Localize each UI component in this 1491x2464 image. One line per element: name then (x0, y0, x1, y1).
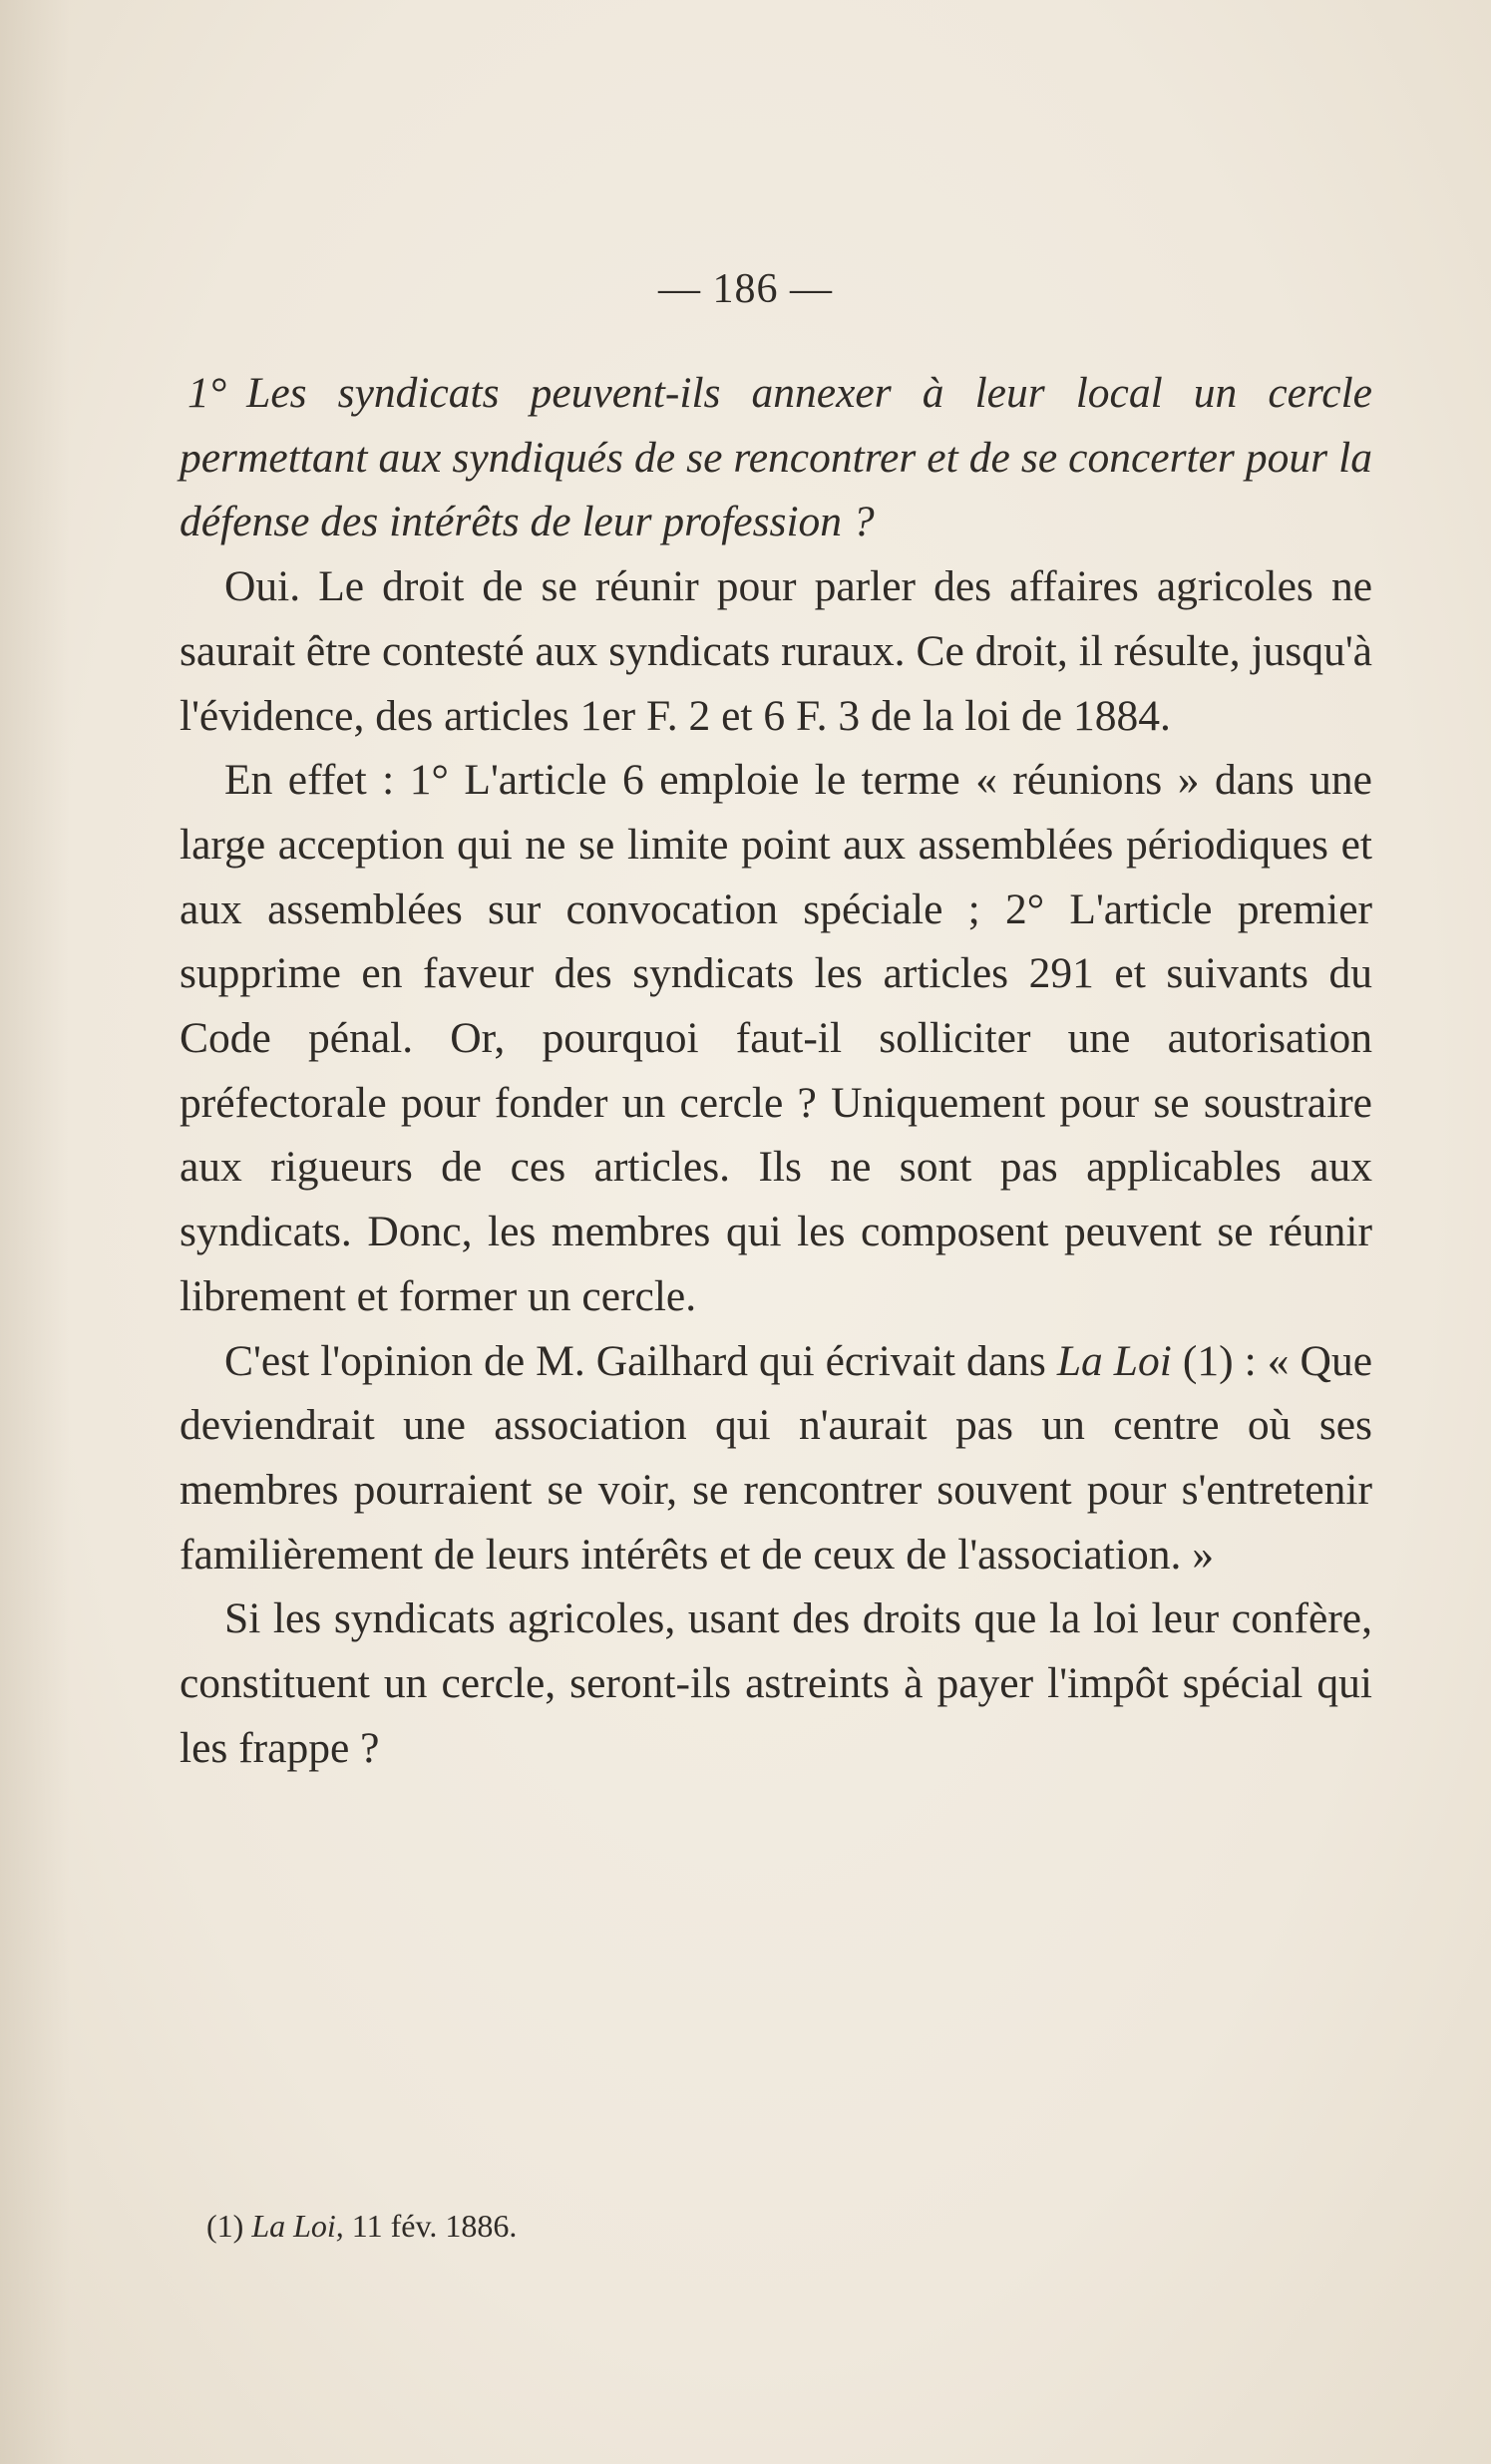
spine-shadow (0, 0, 70, 2464)
answer-paragraph: Oui. Le droit de se réunir pour parler des affaires agricoles ne saurait être contesté aux syndicats ruraux. Ce droit, il résulte, jusqu'à l'évidence, des articles 1er F. 2 et 6 F. 3 de la loi de 1884. (180, 562, 1372, 740)
argument-paragraph: En effet : 1° L'article 6 emploie le terme « réunions » dans une large acception qui ne se limite point aux assemblées périodiques et aux assemblées sur convocation spéciale ; 2° L'article premier supprime en faveur des syndicats les articles 291 et suivants du Code pénal. Or, pourquoi faut-il solliciter une autorisation préfectorale pour fonder un cercle ? Uniquement pour se soustraire aux rigueurs de ces articles. Ils ne sont pas applicables aux syndicats. Donc, les membres qui les composent peuvent se réunir librement et former un cercle. (180, 756, 1372, 1320)
question-number: 1° (187, 369, 227, 417)
journal-title: La Loi (1056, 1336, 1172, 1385)
closing-question-paragraph: Si les syndicats agricoles, usant des droits que la loi leur confère, constituent un cercle, seront-ils astreints à payer l'impôt spécial qui les frappe ? (180, 1594, 1372, 1772)
opinion-quote: : « Que deviendrait une association qui n'aurait pas un centre où ses membres pourraient se voir, se rencontrer souvent pour s'entretenir familièrement de leurs intérêts et de ceux de l'association. » (180, 1336, 1372, 1579)
opinion-lead: C'est l'opinion de M. Gailhard qui écrivait dans (224, 1336, 1046, 1385)
page-number: — 186 — (658, 266, 833, 312)
footnote-reference: (1) (1182, 1336, 1234, 1385)
footnote-source: La Loi, (251, 2208, 344, 2244)
footnote (206, 2204, 517, 2248)
question-text: Les syndicats peuvent-ils annexer à leur local un cercle permettant aux syndiqués de se rencontrer et de se concerter pour la défense des intérêts de leur profession ? (180, 369, 1372, 546)
question-paragraph (180, 361, 1372, 554)
opinion-paragraph (180, 1329, 1372, 1587)
footnote-date: 11 fév. 1886. (351, 2208, 518, 2244)
body-text (180, 361, 1372, 1780)
footnote-marker: (1) (206, 2208, 244, 2244)
